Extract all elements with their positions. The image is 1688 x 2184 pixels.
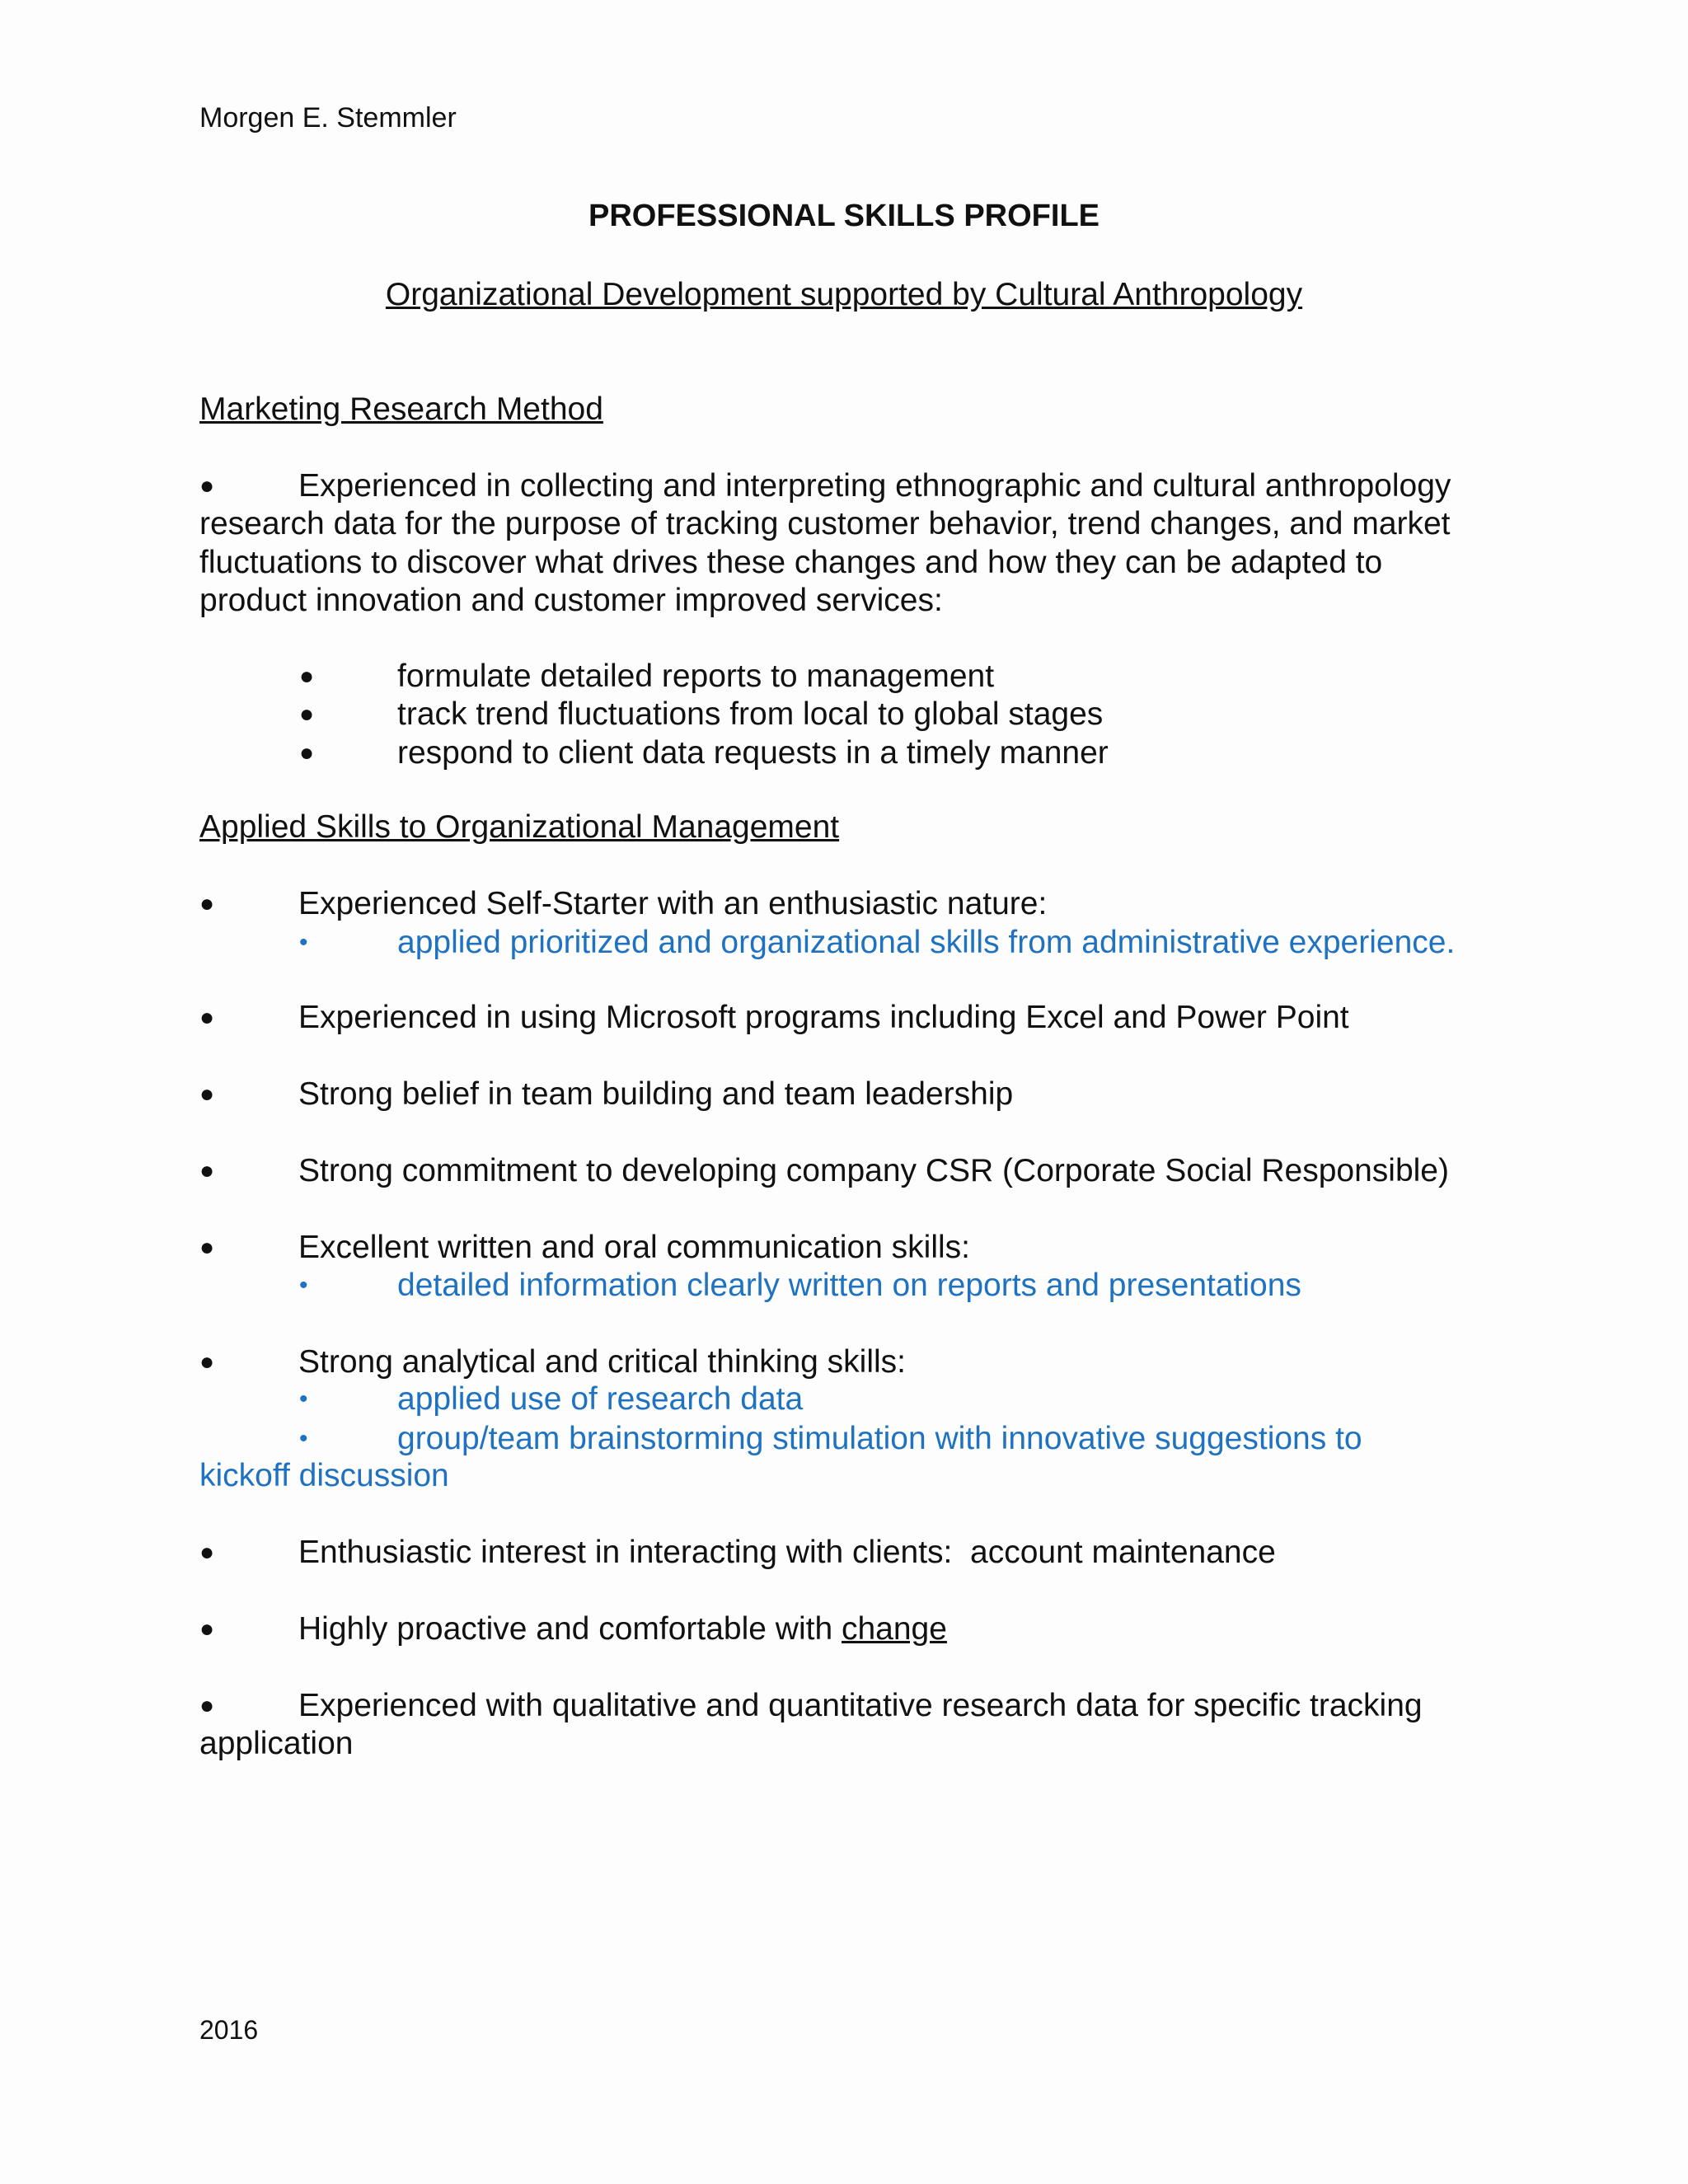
section-heading-applied-skills: Applied Skills to Organizational Management (199, 809, 840, 845)
bullet-icon: ● (199, 1234, 215, 1261)
list-item: formulate detailed reports to management (397, 658, 995, 694)
bullet-icon: ● (199, 472, 215, 499)
bullet-icon: ● (199, 1539, 215, 1566)
list-item: Enthusiastic interest in interacting with clients: account maintenance (298, 1535, 1276, 1570)
paragraph-line: Experienced in collecting and interpreting ethnographic and cultural anthropology (298, 468, 1451, 504)
sub-list-item: group/team brainstorming stimulation with innovative suggestions to (397, 1421, 1362, 1456)
sub-list-item: applied prioritized and organizational skills from administrative experience. (397, 925, 1456, 960)
bullet-icon: ● (199, 1615, 215, 1643)
list-item: Experienced in using Microsoft programs including Excel and Power Point (298, 1000, 1349, 1035)
sub-bullet-icon: • (299, 1425, 308, 1452)
bullet-icon: ● (199, 890, 215, 917)
author-name: Morgen E. Stemmler (199, 102, 457, 134)
list-item: Excellent written and oral communication skills: (298, 1230, 971, 1265)
bullet-icon: ● (199, 1004, 215, 1031)
list-item (298, 1610, 947, 1648)
list-item: Strong commitment to developing company CSR (Corporate Social Responsible) (298, 1153, 1449, 1188)
paragraph-line: fluctuations to discover what drives these changes and how they can be adapted to (199, 545, 1383, 580)
bullet-icon: ● (199, 1080, 215, 1108)
page-subtitle: Organizational Development supported by Cultural Anthropology (385, 277, 1303, 312)
underlined-word: change (841, 1611, 947, 1647)
bullet-icon: ● (199, 1348, 215, 1376)
bullet-icon: ● (299, 663, 315, 690)
bullet-icon: ● (199, 1157, 215, 1184)
list-item: Strong analytical and critical thinking skills: (298, 1344, 907, 1380)
sub-list-item-continuation: kickoff discussion (199, 1458, 449, 1493)
sub-bullet-icon: • (299, 929, 308, 956)
page-title: PROFESSIONAL SKILLS PROFILE (588, 199, 1100, 233)
list-item: Experienced with qualitative and quantitative research data for specific tracking (298, 1688, 1423, 1723)
list-item: Strong belief in team building and team leadership (298, 1076, 1014, 1112)
bullet-icon: ● (299, 739, 315, 766)
list-item: Experienced Self-Starter with an enthusiastic nature: (298, 886, 1048, 921)
sub-bullet-icon: • (299, 1272, 308, 1299)
sub-list-item: detailed information clearly written on reports and presentations (397, 1268, 1301, 1303)
sub-bullet-icon: • (299, 1385, 308, 1413)
bullet-icon: ● (299, 701, 315, 728)
list-item-continuation: application (199, 1726, 354, 1761)
sub-list-item: applied use of research data (397, 1381, 804, 1417)
section-heading-marketing: Marketing Research Method (199, 391, 603, 427)
list-item: track trend fluctuations from local to global stages (397, 696, 1104, 732)
list-item: respond to client data requests in a timely manner (397, 735, 1109, 771)
paragraph-line: product innovation and customer improved services: (199, 583, 943, 618)
footer-year: 2016 (199, 2015, 259, 2045)
list-item-text: Highly proactive and comfortable with (298, 1611, 842, 1647)
paragraph-line: research data for the purpose of tracking customer behavior, trend changes, and market (199, 506, 1451, 541)
bullet-icon: ● (199, 1692, 215, 1719)
